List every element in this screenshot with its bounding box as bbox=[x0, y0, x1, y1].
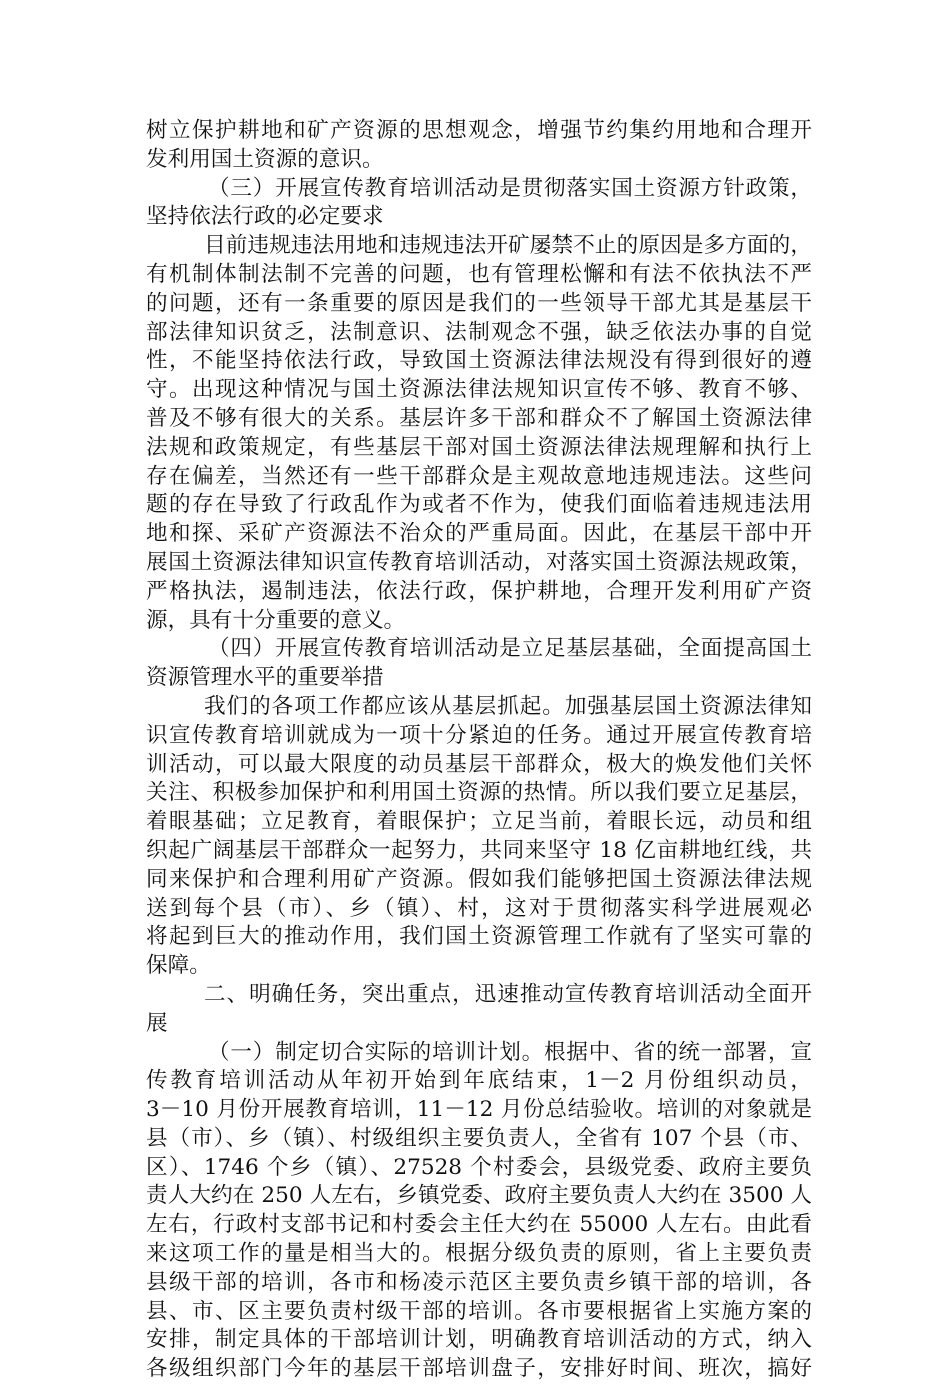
text-line: 法规和政策规定，有些基层干部对国土资源法律法规理解和执行上 bbox=[146, 434, 812, 463]
text-line: 责人大约在 250 人左右，乡镇党委、政府主要负责人大约在 3500 人 bbox=[146, 1182, 812, 1211]
text-line: 我们的各项工作都应该从基层抓起。加强基层国土资源法律知 bbox=[146, 693, 812, 722]
text-line: 送到每个县（市）、乡（镇）、村，这对于贯彻落实科学进展观必 bbox=[146, 895, 812, 924]
text-line: 将起到巨大的推动作用，我们国土资源管理工作就有了坚实可靠的 bbox=[146, 923, 812, 952]
text-line: 识宣传教育培训就成为一项十分紧迫的任务。通过开展宣传教育培 bbox=[146, 722, 812, 751]
text-line: 有机制体制法制不完善的问题，也有管理松懈和有法不依执法不严 bbox=[146, 261, 812, 290]
section-heading-4 bbox=[146, 635, 812, 693]
text-line: 3－10 月份开展教育培训，11－12 月份总结验收。培训的对象就是 bbox=[146, 1096, 812, 1125]
text-line: 训活动，可以最大限度的动员基层干部群众，极大的焕发他们关怀 bbox=[146, 751, 812, 780]
text-line: 传教育培训活动从年初开始到年底结束，1－2 月份组织动员， bbox=[146, 1067, 812, 1096]
text-line: 的问题，还有一条重要的原因是我们的一些领导干部尤其是基层干 bbox=[146, 290, 812, 319]
section-heading-2 bbox=[146, 981, 812, 1039]
paragraph-body-violations bbox=[146, 232, 812, 635]
text-line: 展国土资源法律知识宣传教育培训活动，对落实国土资源法规政策， bbox=[146, 549, 812, 578]
paragraph-body-grassroots bbox=[146, 693, 812, 981]
heading-line: 二、明确任务，突出重点，迅速推动宣传教育培训活动全面开 bbox=[146, 981, 812, 1010]
section-heading-3 bbox=[146, 175, 812, 233]
text-line: 源，具有十分重要的意义。 bbox=[146, 607, 812, 636]
heading-line: 资源管理水平的重要举措 bbox=[146, 664, 812, 693]
text-line: 性，不能坚持依法行政，导致国土资源法律法规没有得到很好的遵 bbox=[146, 347, 812, 376]
text-line: 关注、积极参加保护和利用国土资源的热情。所以我们要立足基层， bbox=[146, 779, 812, 808]
text-line: 区）、1746 个乡（镇）、27528 个村委会，县级党委、政府主要负 bbox=[146, 1154, 812, 1183]
heading-line: （三）开展宣传教育培训活动是贯彻落实国土资源方针政策， bbox=[146, 175, 812, 204]
text-line: 树立保护耕地和矿产资源的思想观念，增强节约集约用地和合理开 bbox=[146, 117, 812, 146]
text-line: 左右，行政村支部书记和村委会主任大约在 55000 人左右。由此看 bbox=[146, 1211, 812, 1240]
text-line: 织起广阔基层干部群众一起努力，共同来坚守 18 亿亩耕地红线，共 bbox=[146, 837, 812, 866]
text-line: 普及不够有很大的关系。基层许多干部和群众不了解国土资源法律 bbox=[146, 405, 812, 434]
text-line: 县（市）、乡（镇）、村级组织主要负责人，全省有 107 个县（市、 bbox=[146, 1125, 812, 1154]
text-line: 地和探、采矿产资源法不治众的严重局面。因此，在基层干部中开 bbox=[146, 520, 812, 549]
paragraph-body-training-plan bbox=[146, 1039, 812, 1384]
text-line: 严格执法，遏制违法，依法行政，保护耕地，合理开发利用矿产资 bbox=[146, 578, 812, 607]
text-line: 题的存在导致了行政乱作为或者不作为，使我们面临着违规违法用 bbox=[146, 491, 812, 520]
paragraph-intro bbox=[146, 117, 812, 175]
text-line: 各级组织部门今年的基层干部培训盘子，安排好时间、班次，搞好 bbox=[146, 1355, 812, 1384]
text-line: 来这项工作的量是相当大的。根据分级负责的原则，省上主要负责 bbox=[146, 1240, 812, 1269]
heading-line: 展 bbox=[146, 1010, 812, 1039]
heading-line: 坚持依法行政的必定要求 bbox=[146, 203, 812, 232]
text-line: 目前违规违法用地和违规违法开矿屡禁不止的原因是多方面的， bbox=[146, 232, 812, 261]
heading-line: （四）开展宣传教育培训活动是立足基层基础，全面提高国土 bbox=[146, 635, 812, 664]
text-line: 安排，制定具体的干部培训计划，明确教育培训活动的方式，纳入 bbox=[146, 1326, 812, 1355]
document-page bbox=[146, 117, 812, 1384]
text-line: 保障。 bbox=[146, 952, 812, 981]
text-line: 同来保护和合理利用矿产资源。假如我们能够把国土资源法律法规 bbox=[146, 866, 812, 895]
text-line: 部法律知识贫乏，法制意识、法制观念不强，缺乏依法办事的自觉 bbox=[146, 319, 812, 348]
text-line: 存在偏差，当然还有一些干部群众是主观故意地违规违法。这些问 bbox=[146, 463, 812, 492]
text-line: （一）制定切合实际的培训计划。根据中、省的统一部署，宣 bbox=[146, 1039, 812, 1068]
text-line: 发利用国土资源的意识。 bbox=[146, 146, 812, 175]
text-line: 县级干部的培训，各市和杨凌示范区主要负责乡镇干部的培训，各 bbox=[146, 1269, 812, 1298]
text-line: 县、市、区主要负责村级干部的培训。各市要根据省上实施方案的 bbox=[146, 1298, 812, 1327]
text-line: 着眼基础；立足教育，着眼保护；立足当前，着眼长远，动员和组 bbox=[146, 808, 812, 837]
text-line: 守。出现这种情况与国土资源法律法规知识宣传不够、教育不够、 bbox=[146, 376, 812, 405]
